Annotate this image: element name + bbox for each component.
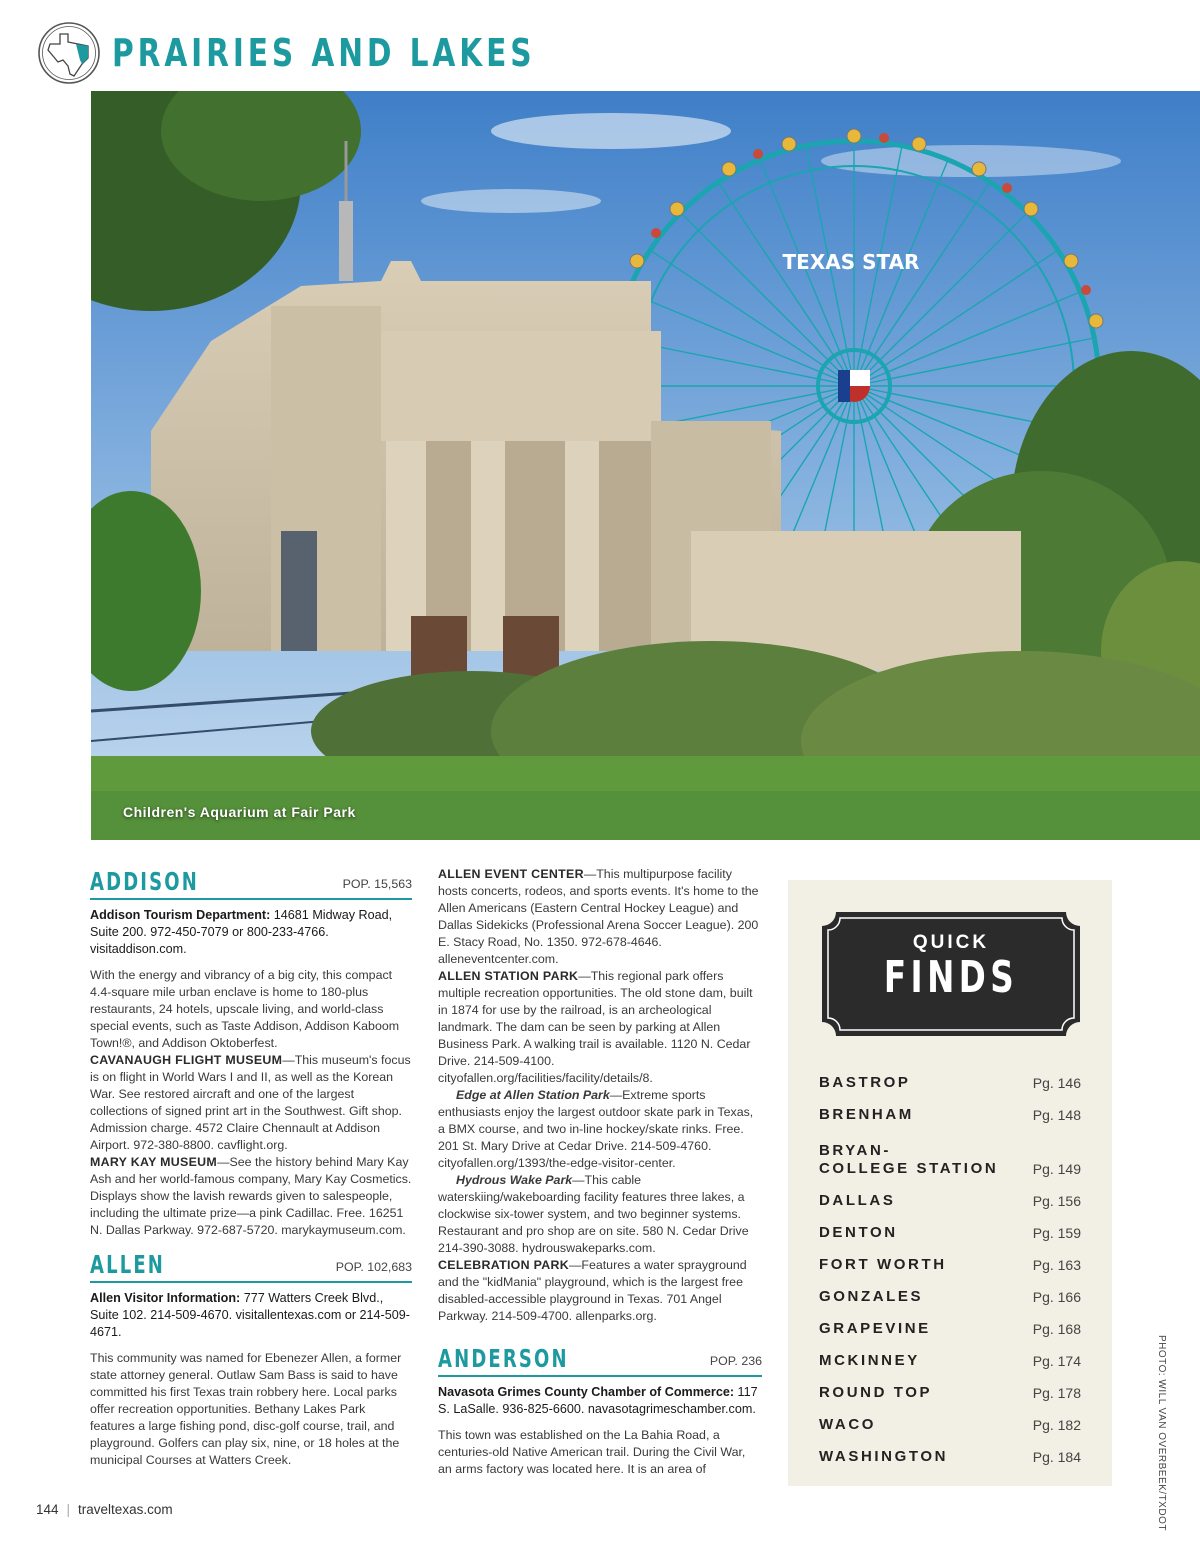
city-header-allen <box>90 1251 412 1283</box>
footer-site-link[interactable]: traveltexas.com <box>78 1502 173 1517</box>
quick-finds-page: Pg. 184 <box>1032 1449 1081 1465</box>
hero-photo <box>91 91 1200 840</box>
quick-finds-item <box>819 1306 1081 1338</box>
attraction-text: —This regional park offers multiple recreation opportunities. The old stone dam, built in 1874 for use by the railroad, is an archeological landmark. The dam can be seen by parking at Allen Business Park. A walking trail is available. 1120 N. Cedar Drive. 214-509-4100. cityofallen.org/facilities/facility/details/8. <box>438 969 753 1085</box>
attraction-name: MARY KAY MUSEUM <box>90 1155 218 1169</box>
quick-finds-city: FORT WORTH <box>819 1256 947 1273</box>
quick-finds-list <box>819 1060 1081 1466</box>
quick-finds-city: GRAPEVINE <box>819 1320 931 1337</box>
quick-finds-page: Pg. 182 <box>1032 1417 1081 1433</box>
sub-attraction-entry <box>438 1087 762 1172</box>
attraction-name: CELEBRATION PARK <box>438 1258 569 1272</box>
quick-finds-page: Pg. 148 <box>1032 1107 1081 1123</box>
quick-finds-item <box>819 1274 1081 1306</box>
city-name: ALLEN <box>90 1250 166 1279</box>
quick-finds-item <box>819 1370 1081 1402</box>
quick-finds-city: WACO <box>819 1416 877 1433</box>
quick-finds-page: Pg. 178 <box>1032 1385 1081 1401</box>
quick-finds-city-line2: COLLEGE STATION <box>819 1160 999 1177</box>
visitor-info-name: Allen Visitor Information: <box>90 1291 241 1305</box>
city-population: POP. 236 <box>709 1354 762 1368</box>
quick-finds-item <box>819 1124 1081 1178</box>
quick-finds-page: Pg. 146 <box>1032 1075 1081 1091</box>
quick-finds-city: ROUND TOP <box>819 1384 933 1401</box>
city-header-addison <box>90 868 412 900</box>
attraction-text: —See the history behind Mary Kay Ash and her world-famous company, Mary Kay Cosmetics. Displays show the lavish rewards given to salespeople, including the ultimate prize—a pink Cadillac. Free. 16251 N. Dallas Parkway. 972-687-5720. marykaymuseum.com. <box>90 1155 412 1237</box>
attraction-text: —Features a water sprayground and the "kidMania" playground, which is the largest free disabled-accessible playground in Texas. 701 Angel Parkway. 214-509-4700. allenparks.org. <box>438 1258 747 1323</box>
attraction-name: ALLEN EVENT CENTER <box>438 867 584 881</box>
city-population: POP. 15,563 <box>342 877 412 891</box>
attraction-name: CAVANAUGH FLIGHT MUSEUM <box>90 1053 283 1067</box>
attraction-entry <box>438 866 762 968</box>
quick-finds-city-line1: BRYAN- <box>819 1142 891 1159</box>
quick-finds-city: BRENHAM <box>819 1106 914 1123</box>
quick-finds-panel <box>788 880 1112 1486</box>
quick-finds-item <box>819 1178 1081 1210</box>
city-header-anderson <box>438 1345 762 1377</box>
quick-finds-item <box>819 1210 1081 1242</box>
quick-finds-item <box>819 1434 1081 1466</box>
sub-attraction-text: —Extreme sports enthusiasts enjoy the largest outdoor skate park in Texas, a BMX course, and two in-line hockey/skate rinks. Free. 201 St. Mary Drive at Cedar Drive. 214-509-4760. cityofallen.org/1393/the-edge-visitor-center. <box>438 1088 754 1170</box>
quick-finds-city: WASHINGTON <box>819 1448 949 1465</box>
quick-finds-page: Pg. 163 <box>1032 1257 1081 1273</box>
city-intro: With the energy and vibrancy of a big city, this compact 4.4-square mile urban enclave is home to 180-plus restaurants, 24 hotels, upscale living, and world-class special events, such as Taste Addison, Addison Kaboom Town!®, and Addison Oktoberfest. <box>90 968 400 1050</box>
quick-finds-page: Pg. 149 <box>1032 1161 1081 1177</box>
city-intro: This town was established on the La Bahia Road, a centuries-old Native American trail. During the Civil War, an arms factory was located here. It is an area of <box>438 1428 746 1476</box>
attraction-entry <box>90 1052 412 1154</box>
quick-finds-city: MCKINNEY <box>819 1352 920 1369</box>
wheel-lettering: TEXAS STAR <box>782 250 920 274</box>
section-title: PRAIRIES AND LAKES <box>112 31 536 75</box>
quick-finds-item <box>819 1338 1081 1370</box>
page-number: 144 <box>36 1502 59 1517</box>
attraction-entry <box>90 1154 412 1239</box>
sub-attraction-name: Hydrous Wake Park <box>456 1173 573 1187</box>
footer-divider: | <box>66 1502 71 1517</box>
visitor-info-name: Addison Tourism Department: <box>90 908 271 922</box>
attraction-text: —This museum's focus is on flight in World Wars I and II, as well as the Korean War. See restored aircraft and one of the largest collections of signed print art in the Southwest. Gift shop. Admission charge. 4572 Claire Chennault at Addison Airport. 972-380-8800. cavflight.org. <box>90 1053 411 1152</box>
quick-finds-item <box>819 1092 1081 1124</box>
quick-finds-city: BASTROP <box>819 1074 911 1091</box>
photo-credit <box>1144 1335 1167 1531</box>
visitor-info <box>90 1290 412 1341</box>
visitor-info <box>438 1384 762 1418</box>
quick-finds-page: Pg. 156 <box>1032 1193 1081 1209</box>
quick-finds-city: DALLAS <box>819 1192 896 1209</box>
sub-attraction-name: Edge at Allen Station Park <box>456 1088 610 1102</box>
photo-credit-text: PHOTO: WILL VAN OVERBEEK/TXDOT <box>1156 1335 1167 1531</box>
quick-finds-city <box>819 1142 998 1178</box>
aquarium-ferris-wheel-illustration <box>91 91 1200 840</box>
city-population: POP. 102,683 <box>335 1260 412 1274</box>
city-name: ADDISON <box>90 867 199 896</box>
sub-attraction-entry <box>438 1172 762 1257</box>
visitor-info-details: 14681 Midway Road, Suite 200. 972-450-7079 or 800-233-4766. visitaddison.com. <box>90 908 393 956</box>
quick-finds-label-main: FINDS <box>883 952 1019 1003</box>
page-header <box>36 20 655 86</box>
visitor-info <box>90 907 412 958</box>
attraction-entry <box>438 968 762 1087</box>
quick-finds-page: Pg. 168 <box>1032 1321 1081 1337</box>
attraction-entry <box>438 1257 762 1325</box>
page-footer <box>36 1502 173 1517</box>
quick-finds-city: DENTON <box>819 1224 898 1241</box>
quick-finds-badge <box>822 912 1080 1036</box>
texas-map-icon <box>36 20 102 86</box>
quick-finds-city: GONZALES <box>819 1288 924 1305</box>
attraction-text: —This multipurpose facility hosts concerts, rodeos, and sports events. It's home to the Allen Americans (Eastern Central Hockey League) and Dallas Sidekicks (Professional Arena Soccer League). 200 E. Stacy Road, No. 1350. 972-678-4646. alleneventcenter.com. <box>438 867 759 966</box>
quick-finds-item <box>819 1242 1081 1274</box>
column-middle <box>438 866 762 1478</box>
quick-finds-item <box>819 1402 1081 1434</box>
attraction-name: ALLEN STATION PARK <box>438 969 579 983</box>
city-name: ANDERSON <box>438 1344 569 1373</box>
quick-finds-label-top: QUICK <box>912 932 990 953</box>
quick-finds-page: Pg. 166 <box>1032 1289 1081 1305</box>
quick-finds-page: Pg. 174 <box>1032 1353 1081 1369</box>
quick-finds-page: Pg. 159 <box>1032 1225 1081 1241</box>
column-left <box>90 868 412 1469</box>
sub-attraction-text: —This cable waterskiing/wakeboarding facility features three lakes, a clockwise six-tower system, and two beginner systems. Restaurant and pro shop are on site. 580 N. Cedar Drive 214-390-3088. hydrouswakeparks.com. <box>438 1173 749 1255</box>
visitor-info-details: 777 Watters Creek Blvd., Suite 102. 214-509-4670. visitallentexas.com or 214-509-4671. <box>90 1291 410 1339</box>
city-intro: This community was named for Ebenezer Allen, a former state attorney general. Outlaw Sam Bass is said to have committed his first Texas train robbery here. Local parks offer recreation opportunities. Bethany Lakes Park features a large fishing pond, disc-golf course, trail, and playground. Golfers can play six, nine, or 18 holes at the municipal Courses at Watters Creek. <box>90 1351 402 1467</box>
visitor-info-name: Navasota Grimes County Chamber of Commerce: <box>438 1385 735 1399</box>
photo-caption: Children's Aquarium at Fair Park <box>123 804 356 820</box>
quick-finds-item <box>819 1060 1081 1092</box>
visitor-info-details: 117 S. LaSalle. 936-825-6600. navasotagrimeschamber.com. <box>438 1385 758 1416</box>
